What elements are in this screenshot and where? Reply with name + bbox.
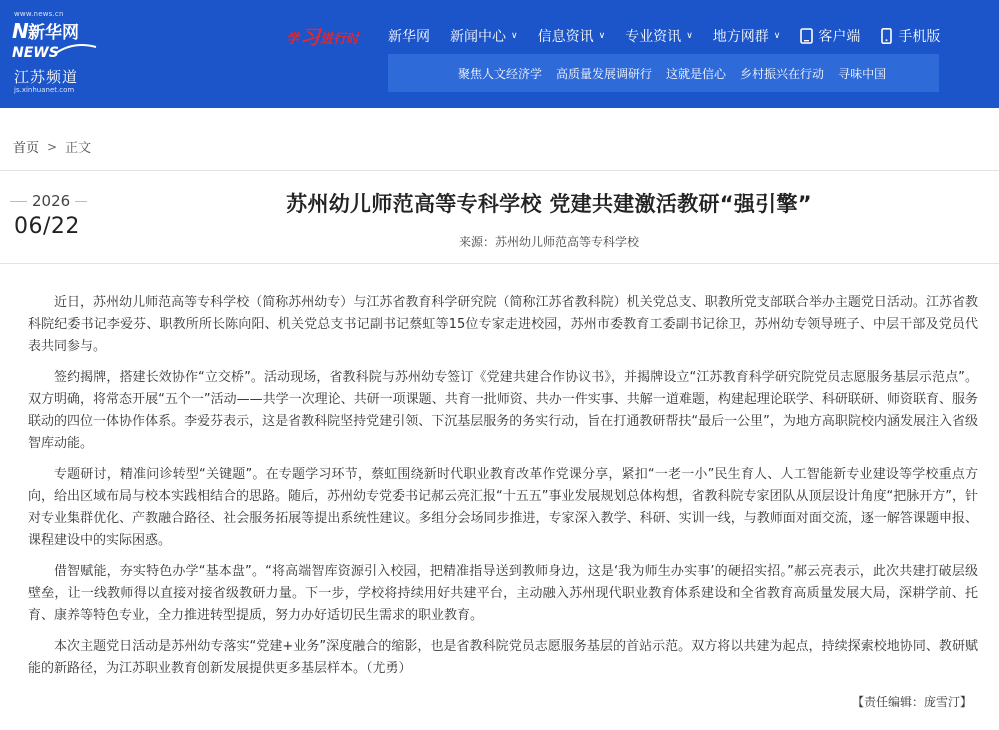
phone-icon: [880, 28, 893, 44]
svg-text:N: N: [12, 19, 29, 43]
nav-label: 新华网: [388, 29, 430, 45]
chevron-down-icon: ∨: [598, 31, 606, 41]
svg-text:学: 学: [286, 32, 300, 47]
breadcrumb-home-link[interactable]: 首页: [13, 141, 40, 156]
publish-year-text: 2026: [32, 192, 71, 210]
nav-item-client[interactable]: [800, 26, 860, 46]
breadcrumb: [13, 137, 91, 156]
subnav-item[interactable]: 寻味中国: [838, 66, 887, 81]
nav-item-xinhuanet[interactable]: [388, 26, 430, 46]
chevron-down-icon: ∨: [773, 31, 781, 41]
nav-item-mobile[interactable]: [880, 26, 940, 46]
publish-year: [10, 192, 90, 210]
channel-name: 江苏频道: [14, 68, 79, 86]
nav-label: 新闻中心: [450, 29, 506, 45]
nav-item-professional[interactable]: [625, 26, 693, 46]
breadcrumb-separator: >: [47, 139, 58, 154]
xinhua-news-logo-icon: [12, 19, 98, 63]
article-title: 苏州幼儿师范高等专科学校 党建共建激活教研“强引擎”: [286, 192, 812, 216]
tablet-icon: [800, 28, 813, 44]
article-body: [28, 292, 978, 689]
subnav-item[interactable]: 高质量发展调研行: [556, 66, 653, 81]
site-header: [0, 0, 999, 108]
article-paragraph: 专题研讨，精准问诊转型“关键题”。在专题学习环节，蔡虹围绕新时代职业教育改革作党课分享，紧扣“一老一小”民生育人、人工智能新专业建设等学校重点方向，给出区域布局与校本实践相结合的思路。随后，苏州幼专党委书记郝云亮汇报“十五五”事业发展规划总体构想，省教科院专家团队从顶层设计角度“把脉开方”，针对专业集群优化、产教融合路径、社会服务拓展等提出系统性建议。多组分会场同步推进，专家深入教学、科研、实训一线，与教师面对面交流，逐一解答课题申报、课程建设中的实际困惑。: [28, 467, 978, 548]
main-nav: [388, 20, 960, 52]
divider: [0, 170, 999, 171]
breadcrumb-current: 正文: [65, 141, 92, 156]
logo-url-text: www.news.cn: [14, 10, 64, 18]
nav-label: 手机版: [898, 29, 941, 45]
nav-label: 专业资讯: [625, 29, 682, 45]
svg-text:习: 习: [300, 25, 320, 49]
responsible-editor: 【责任编辑：庞雪汀】: [851, 695, 972, 709]
subnav-item[interactable]: 聚焦人文经济学: [458, 66, 543, 81]
logo-brand-en: NEWS: [12, 45, 59, 61]
article-source: 来源：苏州幼儿师范高等专科学校: [458, 235, 639, 249]
svg-text:进行时: 进行时: [320, 32, 360, 47]
publish-month-day: 06/22: [14, 214, 80, 239]
nav-item-news-center[interactable]: [450, 26, 518, 46]
chevron-down-icon: ∨: [686, 31, 693, 41]
article-paragraph: 本次主题党日活动是苏州幼专落实“党建+业务”深度融合的缩影，也是省教科院党员志愿服务基层的首站示范。双方将以共建为起点，持续探索校地协同、教研赋能的新路径，为江苏职业教育创新发展提供更多基层样本。（尤勇）: [28, 639, 978, 676]
subnav-item[interactable]: 这就是信心: [666, 66, 727, 81]
logo-brand-cn: 新华网: [28, 23, 79, 43]
chevron-down-icon: ∨: [511, 31, 518, 41]
divider: [0, 263, 999, 264]
article-paragraph: 近日，苏州幼儿师范高等专科学校（简称苏州幼专）与江苏省教育科学研究院（简称江苏省教科院）机关党总支、职教所党支部联合举办主题党日活动。江苏省教科院纪委书记李爱芬、职教所所长陈向阳、机关党总支书记副书记蔡虹等15位专家走进校园，苏州市委教育工委副书记徐卫，苏州幼专领导班子、中层干部及党员代表共同参与。: [28, 295, 978, 354]
xuexi-jinxingshi-logo[interactable]: [284, 24, 374, 50]
xinhua-logo[interactable]: [12, 10, 102, 98]
nav-label: 客户端: [818, 29, 861, 45]
nav-item-info[interactable]: [538, 26, 606, 46]
nav-label: 信息资讯: [537, 29, 594, 45]
article-paragraph: 签约揭牌，搭建长效协作“立交桥”。活动现场，省教科院与苏州幼专签订《党建共建合作协议书》，并揭牌设立“江苏教育科学研究院党员志愿服务基层示范点”。双方明确，将常态开展“五个一”活动——共学一次理论、共研一项课题、共育一批师资、共办一件实事、共解一道难题，构建起理论联学、科研联研、师资联育、服务联动的四位一体协作体系。李爱芬表示，这是省教科院坚持党建引领、下沉基层服务的务实行动，旨在打通教研帮扶“最后一公里”，为地方高职院校内涵发展注入省级智库动能。: [28, 370, 978, 451]
nav-label: 地方网群: [712, 29, 769, 45]
subnav-item[interactable]: 乡村振兴在行动: [740, 66, 825, 81]
channel-url: js.xinhuanet.com: [14, 86, 75, 94]
sub-nav: [388, 54, 939, 92]
nav-item-local-network[interactable]: [713, 26, 781, 46]
article-paragraph: 借智赋能，夯实特色办学“基本盘”。“将高端智库资源引入校园，把精准指导送到教师身边，这是‘我为师生办实事’的硬招实招。”郝云亮表示，此次共建打破层级壁垒，让一线教师得以直接对接省级教研力量。下一步，学校将持续用好共建平台，主动融入苏州现代职业教育体系建设和全省教育高质量发展大局，深耕学前、托育、康养等特色专业，全力推进转型提质，努力办好适切民生需求的职业教育。: [28, 564, 978, 623]
